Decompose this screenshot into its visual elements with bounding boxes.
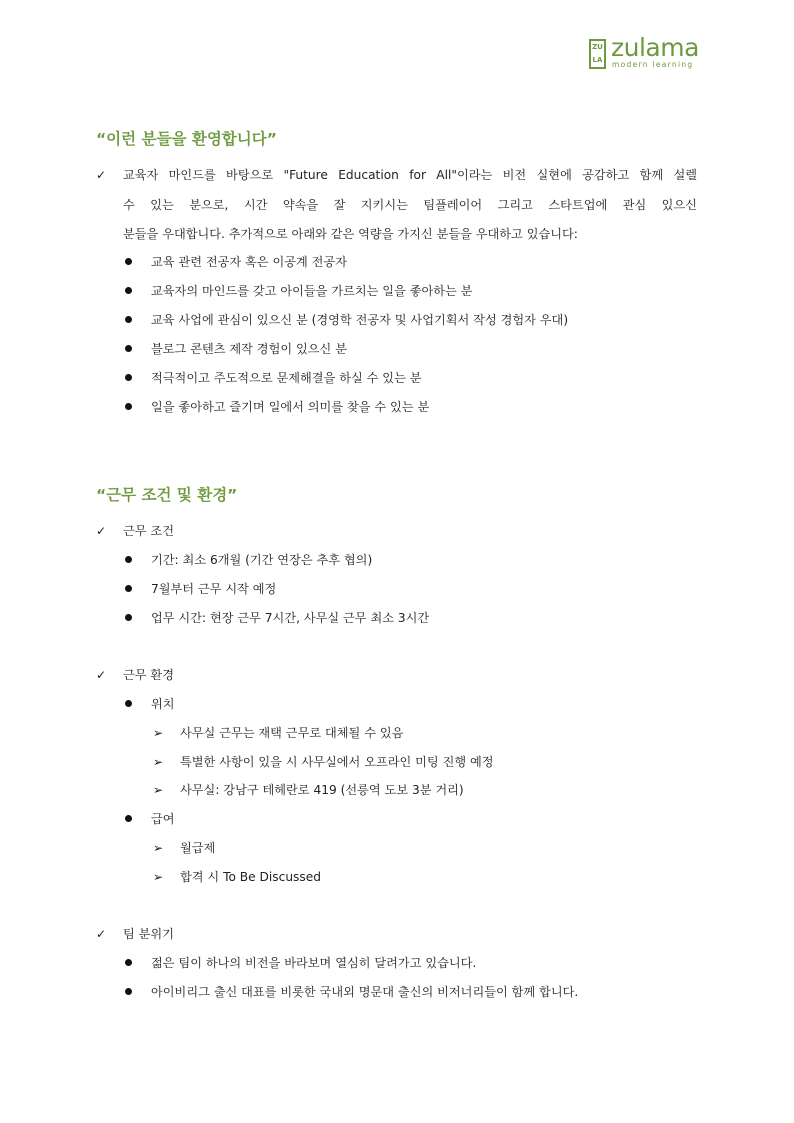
logo-name: zulama bbox=[611, 33, 699, 62]
bullet-icon bbox=[125, 959, 132, 966]
logo-mark-icon bbox=[589, 39, 606, 69]
team-label: 팀 분위기 bbox=[123, 927, 174, 941]
salary-item-2: 합격 시 To Be Discussed bbox=[180, 870, 321, 884]
bullet-icon bbox=[125, 556, 132, 563]
condition-item-2: 7월부터 근무 시작 예정 bbox=[151, 582, 277, 596]
conditions-label: 근무 조건 bbox=[123, 524, 174, 538]
bullet-icon bbox=[125, 585, 132, 592]
location-label: 위치 bbox=[151, 697, 175, 711]
salary-label: 급여 bbox=[151, 812, 175, 826]
intro-line-1: 교육자 마인드를 바탕으로 "Future Education for All"이라는 비전 실현에 공감하고 함께 설렐 bbox=[123, 168, 697, 182]
checkmark-icon: ✓ bbox=[96, 168, 107, 182]
logo-tagline: modern learning bbox=[612, 60, 694, 69]
logo-mark-top: ZU bbox=[592, 43, 603, 51]
bullet-icon bbox=[125, 374, 132, 381]
salary-item-1: 월급제 bbox=[180, 841, 216, 855]
bullet-icon bbox=[125, 258, 132, 265]
team-item-1: 젊은 팀이 하나의 비전을 바라보며 열심히 달려가고 있습니다. bbox=[151, 956, 477, 970]
bullet-icon bbox=[125, 988, 132, 995]
bullet-icon bbox=[125, 815, 132, 822]
intro-line-2: 수 있는 분으로, 시간 약속을 잘 지키시는 팀플레이어 그리고 스타트업에 관심 있으신 bbox=[123, 198, 697, 212]
environment-label: 근무 환경 bbox=[123, 668, 174, 682]
preferred-item-2: 교육자의 마인드를 갖고 아이들을 가르치는 일을 좋아하는 분 bbox=[151, 284, 473, 298]
arrow-bullet-icon: ➢ bbox=[153, 841, 164, 855]
section-title-conditions: “근무 조건 및 환경” bbox=[96, 486, 238, 504]
arrow-bullet-icon: ➢ bbox=[153, 870, 164, 884]
arrow-bullet-icon: ➢ bbox=[153, 726, 164, 740]
bullet-icon bbox=[125, 614, 132, 621]
bullet-icon bbox=[125, 700, 132, 707]
location-item-1: 사무실 근무는 재택 근무로 대체될 수 있음 bbox=[180, 726, 404, 740]
preferred-item-4: 블로그 콘텐츠 제작 경험이 있으신 분 bbox=[151, 342, 347, 356]
bullet-icon bbox=[125, 345, 132, 352]
preferred-item-5: 적극적이고 주도적으로 문제해결을 하실 수 있는 분 bbox=[151, 371, 422, 385]
condition-item-3: 업무 시간: 현장 근무 7시간, 사무실 근무 최소 3시간 bbox=[151, 611, 430, 625]
logo-mark-bottom: LA bbox=[592, 56, 603, 64]
bullet-icon bbox=[125, 316, 132, 323]
checkmark-icon: ✓ bbox=[96, 668, 107, 682]
intro-line-3: 분들을 우대합니다. 추가적으로 아래와 같은 역량을 가지신 분들을 우대하고 있습니다: bbox=[123, 227, 578, 241]
preferred-item-6: 일을 좋아하고 즐기며 일에서 의미를 찾을 수 있는 분 bbox=[151, 400, 430, 414]
checkmark-icon: ✓ bbox=[96, 927, 107, 941]
bullet-icon bbox=[125, 403, 132, 410]
preferred-item-1: 교육 관련 전공자 혹은 이공계 전공자 bbox=[151, 255, 347, 269]
team-item-2: 아이비리그 출신 대표를 비롯한 국내외 명문대 출신의 비저너리들이 함께 합니다. bbox=[151, 985, 579, 999]
arrow-bullet-icon: ➢ bbox=[153, 755, 164, 769]
section-title-welcome: “이런 분들을 환영합니다” bbox=[96, 130, 277, 148]
arrow-bullet-icon: ➢ bbox=[153, 783, 164, 797]
checkmark-icon: ✓ bbox=[96, 524, 107, 538]
bullet-icon bbox=[125, 287, 132, 294]
condition-item-1: 기간: 최소 6개월 (기간 연장은 추후 협의) bbox=[151, 553, 373, 567]
location-item-3: 사무실: 강남구 테헤란로 419 (선릉역 도보 3분 거리) bbox=[180, 783, 464, 797]
location-item-2: 특별한 사항이 있을 시 사무실에서 오프라인 미팅 진행 예정 bbox=[180, 755, 494, 769]
preferred-item-3: 교육 사업에 관심이 있으신 분 (경영학 전공자 및 사업기획서 작성 경험자 우대) bbox=[151, 313, 569, 327]
